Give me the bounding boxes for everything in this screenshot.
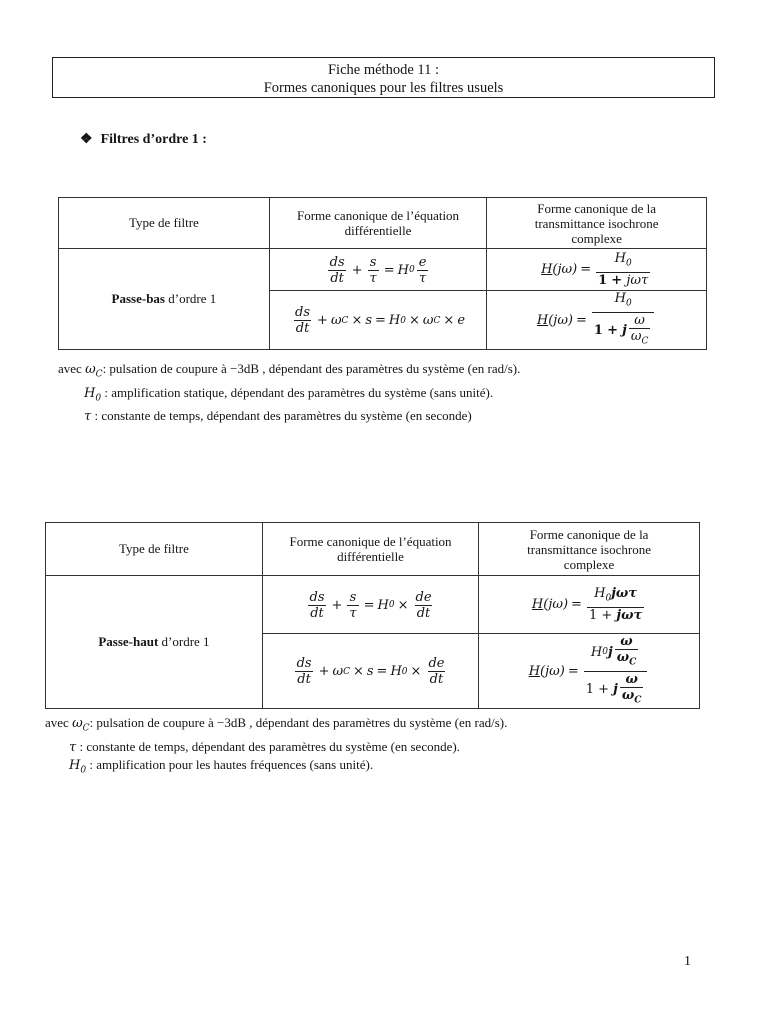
- header-transmittance: Forme canonique de la transmittance isochrone complexe: [487, 198, 707, 249]
- section-title: Filtres d’ordre 1 :: [100, 132, 207, 147]
- header-transmittance: Forme canonique de la transmittance isochrone complexe: [479, 523, 700, 576]
- filter-type-cell: Passe-bas d’ordre 1: [59, 249, 270, 350]
- transfer-tau-form: H (jω) = $\frac{H_0j\omega\tau}{\text{1 + jωτ}}$: [479, 576, 700, 634]
- page-number: 1: [684, 954, 691, 969]
- transfer-omega-form: H (jω) = H 0 j $\frac{\omega}{\omega_C}$ 1 + j $\frac{\omega}{\omega_C}$: [479, 634, 700, 709]
- highpass-table: [45, 522, 700, 709]
- transfer-omega-form: H (jω) = $H_0$ 1 + j $\frac{\omega}{\omega_C}$: [487, 291, 707, 350]
- header-filter-type: Type de filtre: [59, 198, 270, 249]
- header-differential-eq: Forme canonique de l’équation différentielle: [269, 198, 486, 249]
- eq-tau-form: $\frac{ds}{dt}$ + $\frac{s}{\tau}$ = H 0 $\frac{e}{\tau}$: [269, 249, 486, 291]
- lowpass-table: [58, 197, 707, 350]
- title-box: [52, 57, 715, 98]
- note-omega-c: avec $\omega_C$: pulsation de coupure à −3dB , dépendant des paramètres du système (en rad/s).: [58, 361, 521, 380]
- lowpass-notes: [58, 360, 520, 425]
- header-filter-type: Type de filtre: [46, 523, 263, 576]
- eq-omega-form: $\frac{ds}{dt}$ + ω C × s = H 0 × ω C × e: [269, 291, 486, 350]
- title-line-2: Formes canoniques pour les filtres usuels: [263, 80, 504, 96]
- filter-type-cell: Passe-haut d’ordre 1: [46, 576, 263, 709]
- note-h0: $H_0$ : amplification pour les hautes fréquences (sans unité).: [69, 756, 374, 776]
- note-tau: τ : constante de temps, dépendant des paramètres du système (en seconde): [84, 408, 472, 425]
- title-line-1: Fiche méthode 11 :: [327, 62, 439, 78]
- note-tau: τ : constante de temps, dépendant des paramètres du système (en seconde).: [69, 738, 460, 755]
- note-h0: $H_0$ : amplification statique, dépendant des paramètres du système (sans unité).: [84, 384, 494, 404]
- note-omega-c: avec $\omega_C$: pulsation de coupure à −3dB , dépendant des paramètres du système (en rad/s).: [45, 715, 508, 734]
- section-heading: [80, 131, 207, 148]
- transfer-tau-form: H (jω) = $\frac{H_0}{\text{1 + jωτ}}$: [487, 249, 707, 291]
- header-differential-eq: Forme canonique de l’équation différentielle: [262, 523, 478, 576]
- eq-omega-form: $\frac{ds}{dt}$ + ω C × s = H 0 × $\frac{de}{dt}$: [262, 634, 478, 709]
- highpass-notes: [45, 714, 507, 779]
- diamond-bullet-icon: ❖: [80, 132, 93, 147]
- eq-tau-form: $\frac{ds}{dt}$ + $\frac{s}{\tau}$ = H 0 × $\frac{de}{dt}$: [262, 576, 478, 634]
